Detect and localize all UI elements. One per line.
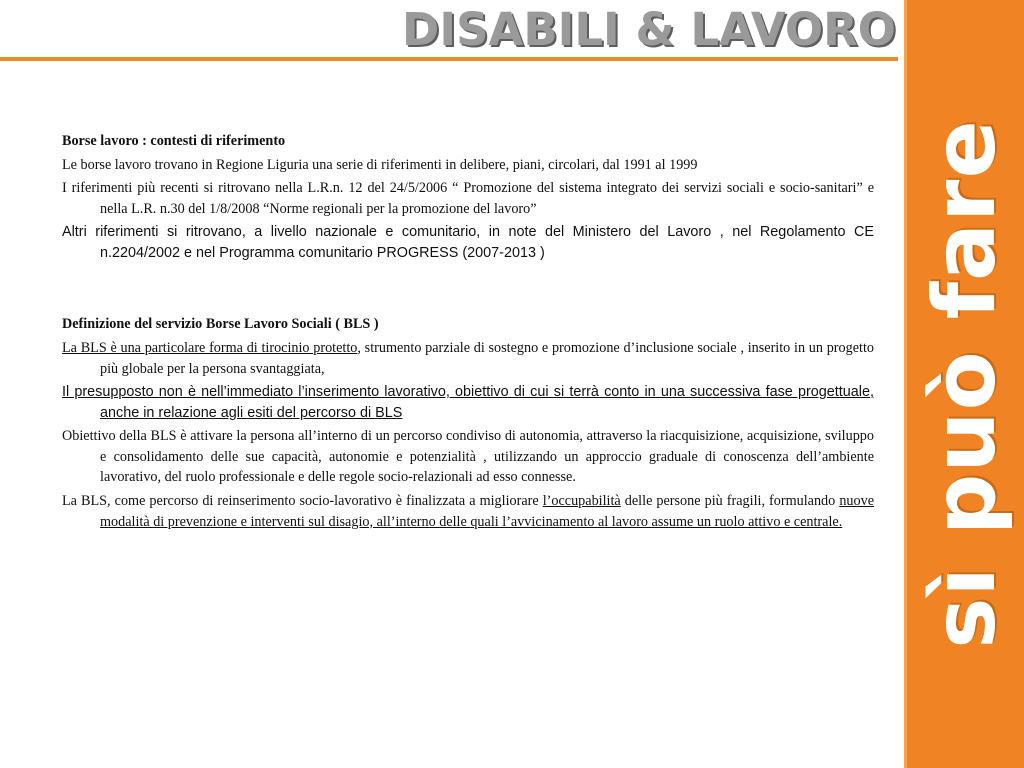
bls-definizione-underlined: La BLS è una particolare forma di tirocinio protetto: [62, 339, 358, 356]
bls-definizione-rest: , strumento parziale di sostegno e promozione d’inclusione sociale , inserito in un progetto più globale per la persona svantaggiata,: [100, 339, 874, 377]
header-divider: [0, 57, 898, 61]
section-spacer: [62, 266, 874, 314]
paragraph-reinserimento: [62, 491, 874, 532]
main-content: [62, 131, 874, 535]
slogan-vertical: sì può fare: [915, 119, 1015, 649]
side-band-inner-edge: [904, 0, 907, 768]
paragraph-bls-definizione: [62, 338, 874, 379]
paragraph-altri-riferimenti: Altri riferimenti si ritrovano, a livello nazionale e comunitario, in note del Ministero del Lavoro , nel Regolamento CE n.2204/2002 e nel Programma comunitario PROGRESS (2007-2013 ): [62, 224, 874, 261]
occupabilita-underlined: l’occupabilità: [542, 492, 621, 509]
section-heading-definizione-bls: Definizione del servizio Borse Lavoro Sociali ( BLS ): [62, 316, 379, 333]
header-title: DISABILI & LAVORO: [402, 3, 897, 56]
paragraph-presupposto: Il presupposto non è nell’immediato l’inserimento lavorativo, obiettivo di cui si terrà conto in una successiva fase progettuale, anche in relazione agli esiti del percorso di BLS: [62, 384, 874, 421]
paragraph-riferimenti-liguria: Le borse lavoro trovano in Regione Liguria una serie di riferimenti in delibere, piani, circolari, dal 1991 al 1999: [62, 156, 698, 173]
nuove-modalita-underlined: nuove modalità di prevenzione e interventi sul disagio, all’interno delle quali l’avvicinamento al lavoro assume un ruolo attivo e centrale.: [100, 492, 874, 530]
reinserimento-part2: delle persone più fragili, formulando: [620, 492, 840, 509]
paragraph-riferimenti-recenti: I riferimenti più recenti si ritrovano nella L.R.n. 12 del 24/5/2006 “ Promozione del sistema integrato dei servizi sociali e socio-sanitari” e nella L.R. n.30 del 1/8/2008 “Norme regionali per la promozione del lavoro”: [62, 180, 874, 217]
reinserimento-part1: La BLS, come percorso di reinserimento socio-lavorativo è finalizzata a migliorare: [62, 492, 543, 509]
paragraph-obiettivo: Obiettivo della BLS è attivare la persona all’interno di un percorso condiviso di autonomia, attraverso la riacquisizione, acquisizione, sviluppo e consolidamento delle sue capacità, autonomie e potenzialità , utilizzando un approccio graduale di conoscenza dell’ambiente lavorativo, del ruolo professionale e delle regole socio-relazionali ad esso connesse.: [62, 428, 874, 486]
section-heading-borse-lavoro: Borse lavoro : contesti di riferimento: [62, 133, 286, 149]
